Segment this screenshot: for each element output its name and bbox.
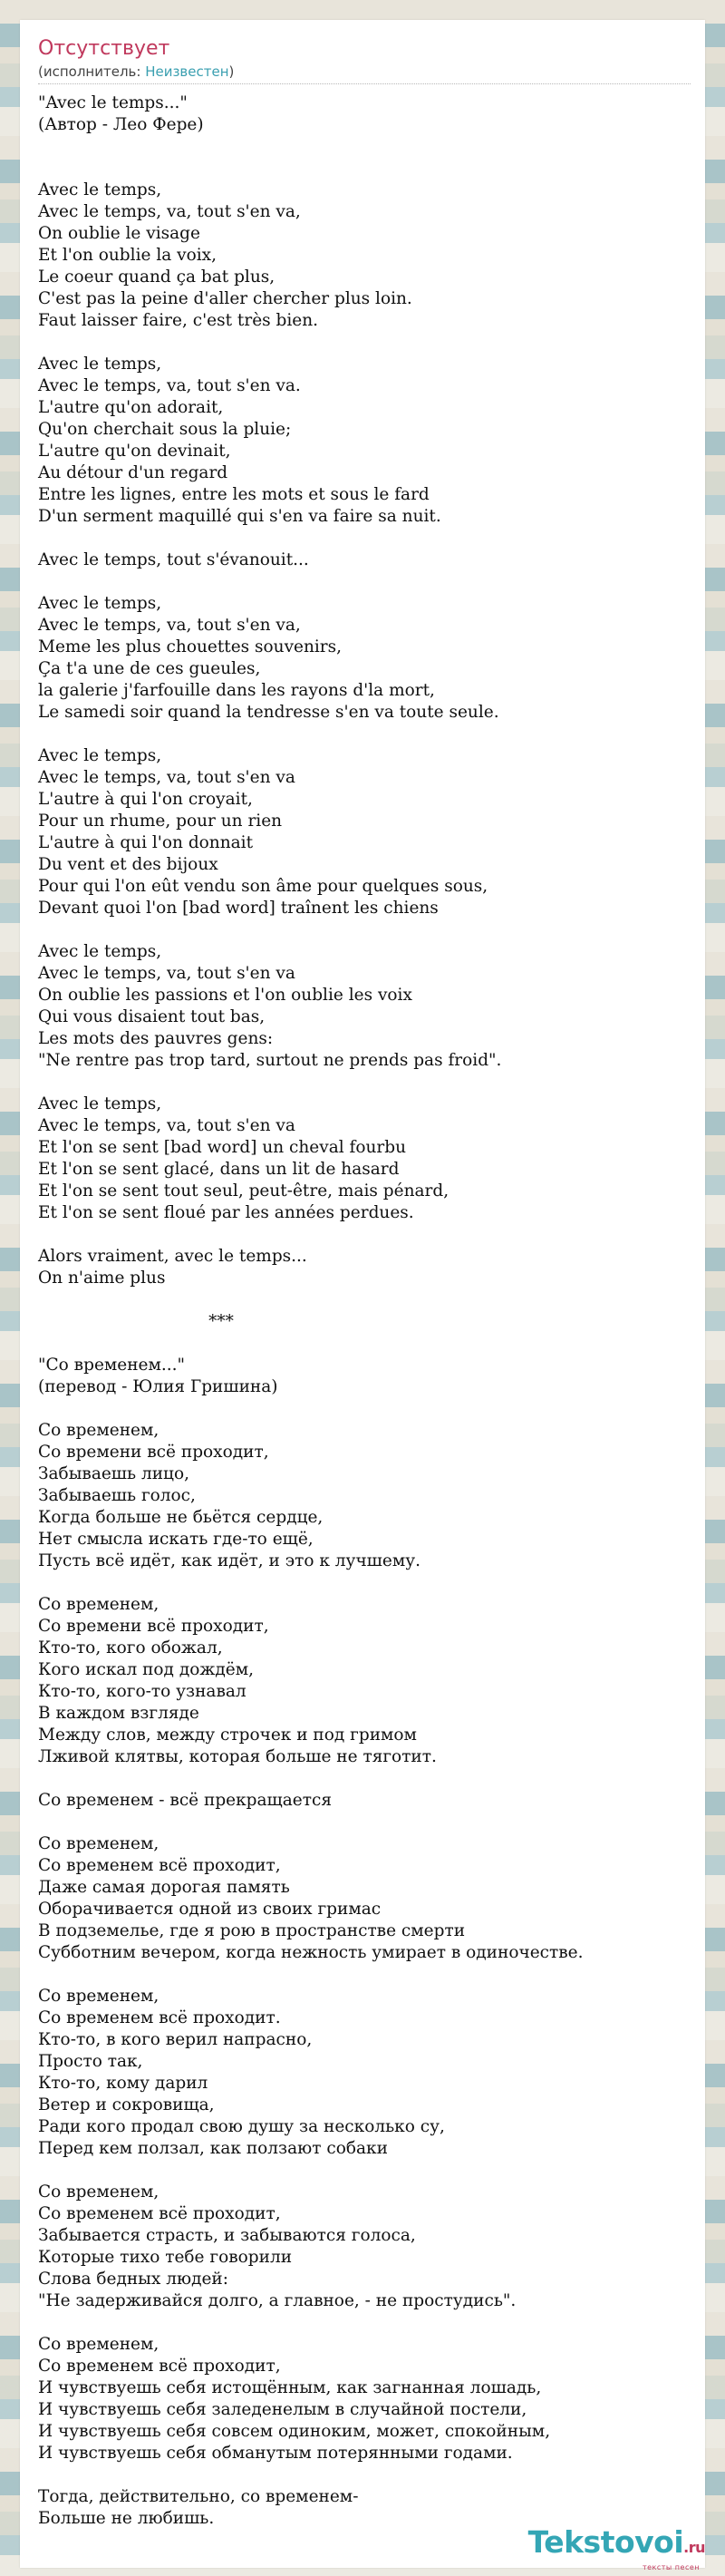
song-subtitle (38, 63, 234, 81)
song-title: Отсутствует (38, 37, 170, 60)
performer-suffix: ) (228, 63, 235, 80)
logo-name: Tekstovoi (527, 2524, 684, 2560)
artist-link[interactable]: Неизвестен (145, 63, 229, 80)
lyrics-text: "Avec le temps..." (Автор - Лео Фере) Avec le temps, Avec le temps, va, tout s'en va, On oublie le visage Et l'on oublie la voix, Le coeur quand ça bat plus, C'est pas la peine d'aller chercher plus loin. Faut laisser faire, c'est très bien. Avec le temps, Avec le temps, va, tout s'en va. L'autre qu'on adorait, Qu'on cherchait sous la pluie; L'autre qu'on devinait, Au détour d'un regard Entre les lignes, entre les mots et sous le fard D'un serment maquillé qui s'en va faire sa nuit. Avec le temps, tout s'évanouit... Avec le temps, Avec le temps, va, tout s'en va, Meme les plus chouettes souvenirs, Ça t'a une de ces gueules, la galerie j'farfouille dans les rayons d'la mort, Le samedi soir quand la tendresse s'en va toute seule. Avec le temps, Avec le temps, va, tout s'en va L'autre à qui l'on croyait, Pour un rhume, pour un rien L'autre à qui l'on donnait Du vent et des bijoux Pour qui l'on eût vendu son âme pour quelques sous, Devant quoi l'on [bad word] traînent les chiens Avec le temps, Avec le temps, va, tout s'en va On oublie les passions et l'on oublie les voix Qui vous disaient tout bas, Les mots des pauvres gens: "Ne rentre pas trop tard, surtout ne prends pas froid". Avec le temps, Avec le temps, va, tout s'en va Et l'on se sent [bad word] un cheval fourbu Et l'on se sent glacé, dans un lit de hasard Et l'on se sent tout seul, peut-être, mais pénard, Et l'on se sent floué par les années perdues. Alors vraiment, avec le temps... On n'aime plus *** "Со временем..." (перевод - Юлия Гришина) Со временем, Со времени всё проходит, Забываешь лицо, Забываешь голос, Когда больше не бьётся сердце, Нет смысла искать где-то ещё, Пусть всё идёт, как идёт, и это к лучшему. Со временем, Со времени всё проходит, Кто-то, кого обожал, Кого искал под дождём, Кто-то, кого-то узнавал В каждом взгляде Между слов, между строчек и под гримом Лживой клятвы, которая больше не тяготит. Со временем - всё прекращается Со временем, Со временем всё проходит, Даже самая дорогая память Оборачивается одной из своих гримас В подземелье, где я рою в пространстве смерти Субботним вечером, когда нежность умирает в одиночестве. Со временем, Со временем всё проходит. Кто-то, в кого верил напрасно, Просто так, Кто-то, кому дарил Ветер и сокровища, Ради кого продал свою душу за несколько су, Перед кем ползал, как ползают собаки Со временем, Со временем всё проходит, Забывается страсть, и забываются голоса, Которые тихо тебе говорили Слова бедных людей: "Не задерживайся долго, а главное, - не простудись". Со временем, Со временем всё проходит, И чувствуешь себя истощённым, как загнанная лошадь, И чувствуешь себя заледенелым в случайной постели, И чувствуешь себя совсем одиноким, может, спокойным, И чувствуешь себя обманутым потерянными годами. Тогда, действительно, со временем- Больше не любишь. (38, 93, 584, 2528)
performer-prefix: (исполнитель: (38, 63, 146, 80)
header-divider (38, 83, 691, 84)
logo-tagline: тексты песен (642, 2563, 700, 2571)
site-logo[interactable] (528, 2526, 705, 2564)
logo-tld: .ru (683, 2539, 705, 2556)
lyrics-card (20, 20, 705, 2571)
